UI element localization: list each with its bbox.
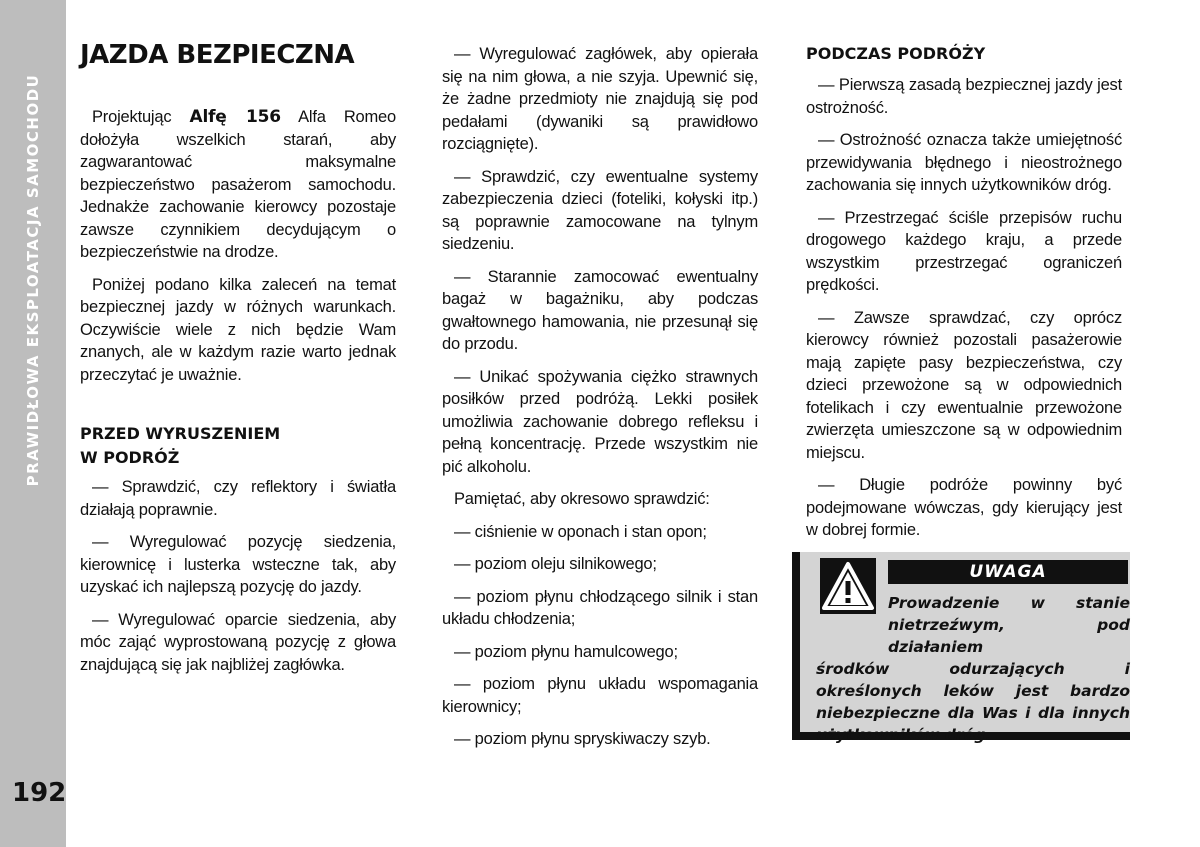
list-item: — Pierwszą zasadą bezpiecznej jazdy jest ostrożność. (806, 76, 1122, 117)
list-item: — Zawsze sprawdzać, czy oprócz kierowcy również pozostali pasażerowie mają zapięte pasy bezpieczeństwa, czy dzieci przewożone są w odpowiednich fotelikach i czy ewentualnie przewożone zwierzęta umieszczone są w odpowiednim miejscu. (806, 308, 1122, 462)
warning-text-line-1: Prowadzenie w stanie nietrzeźwym, pod działaniem (888, 594, 1130, 656)
check-item: — poziom płynu hamulcowego; (454, 642, 678, 661)
section-heading-during-trip: PODCZAS PODRÓŻY (806, 44, 986, 63)
list-item: — Sprawdzić, czy ewentualne systemy zabezpieczenia dzieci (foteliki, kołyski itp.) są poprawnie zamocowane na tylnym siedzeniu. (442, 167, 758, 253)
list-item: — Sprawdzić, czy reflektory i światła działają poprawnie. (80, 478, 396, 519)
check-item: — ciśnienie w oponach i stan opon; (454, 522, 707, 541)
page-number: 192 (12, 778, 67, 808)
list-item: — Starannie zamocować ewentualny bagaż w bagażniku, aby podczas gwałtownego hamowania, nie przesunął się do przodu. (442, 267, 758, 353)
side-band (0, 0, 66, 847)
check-intro: Pamiętać, aby okresowo sprawdzić: (454, 490, 710, 508)
intro-paragraph (80, 106, 396, 264)
brand-name: Alfę 156 (189, 107, 281, 127)
paragraph-2: Poniżej podano kilka zaleceń na temat bezpiecznej jazdy w różnych warunkach. Oczywiście wiele z nich będzie Wam znanych, ale w każdym razie warto jednak przeczytać je uważnie. (80, 275, 396, 384)
check-item: — poziom płynu układu wspomagania kierownicy; (442, 675, 758, 716)
list-item: — Długie podróże powinny być podejmowane wówczas, gdy kierujący jest w dobrej formie. (806, 476, 1122, 539)
list-item: — Ostrożność oznacza także umiejętność przewidywania błędnego i nieostrożnego zachowania się innych użytkowników dróg. (806, 131, 1122, 194)
check-item: — poziom oleju silnikowego; (454, 555, 657, 573)
heading-line-2: W PODRÓŻ (80, 448, 180, 467)
list-item: — Przestrzegać ściśle przepisów ruchu drogowego każdego kraju, a przede wszystkim przestrzegać ograniczeń prędkości. (806, 208, 1122, 294)
column-2 (442, 43, 758, 761)
page-title: JAZDA BEZPIECZNA (80, 40, 355, 70)
warning-header: UWAGA (888, 560, 1128, 584)
heading-line-1: PRZED WYRUSZENIEM (80, 424, 281, 443)
list-item: — Unikać spożywania ciężko strawnych posiłków przed podróżą. Lekki posiłek umożliwia zachowanie dobrego refleksu i pełną koncentrację. Przede wszystkim nie pić alkoholu. (442, 367, 758, 476)
warning-box-panel (800, 552, 1130, 744)
intro-text-post: Alfa Romeo dołożyła wszelkich starań, aby zagwarantować maksymalne bezpieczeństwo pasażerom samochodu. Jednakże zachowanie kierowcy pozostaje zawsze czynnikiem decydującym o bezpieczeństwie na drodze. (80, 108, 397, 261)
check-item: — poziom płynu chłodzącego silnik i stan układu chłodzenia; (442, 587, 758, 628)
warning-text (816, 592, 1130, 746)
check-item: — poziom płynu spryskiwaczy szyb. (454, 730, 711, 748)
warning-box (792, 552, 1130, 744)
column-1 (80, 106, 396, 686)
list-item: — Wyregulować pozycję siedzenia, kierownicę i lusterka wsteczne tak, aby uzyskać ich najlepszą pozycję do jazdy. (80, 533, 396, 596)
sidebar-section-title: PRAWIDŁOWA EKSPLOATACJA SAMOCHODU (24, 73, 42, 487)
column-3 (806, 42, 1122, 552)
section-heading-before-trip (80, 422, 396, 470)
intro-text-pre: Projektując (92, 108, 190, 126)
list-item: — Wyregulować zagłówek, aby opierała się na nim głowa, a nie szyja. Upewnić się, że żadne przedmioty nie znajdują się pod pedałami (dywaniki są prawidłowo rozciągnięte). (442, 45, 758, 153)
warning-text-rest: środków odurzających i określonych leków jest bardzo niebezpieczne dla Was i dla innych użytkowników dróg. (816, 660, 1130, 744)
list-item: — Wyregulować oparcie siedzenia, aby móc zająć wyprostowaną pozycję z głowa znajdującą się jak najbliżej zagłówka. (80, 610, 396, 674)
